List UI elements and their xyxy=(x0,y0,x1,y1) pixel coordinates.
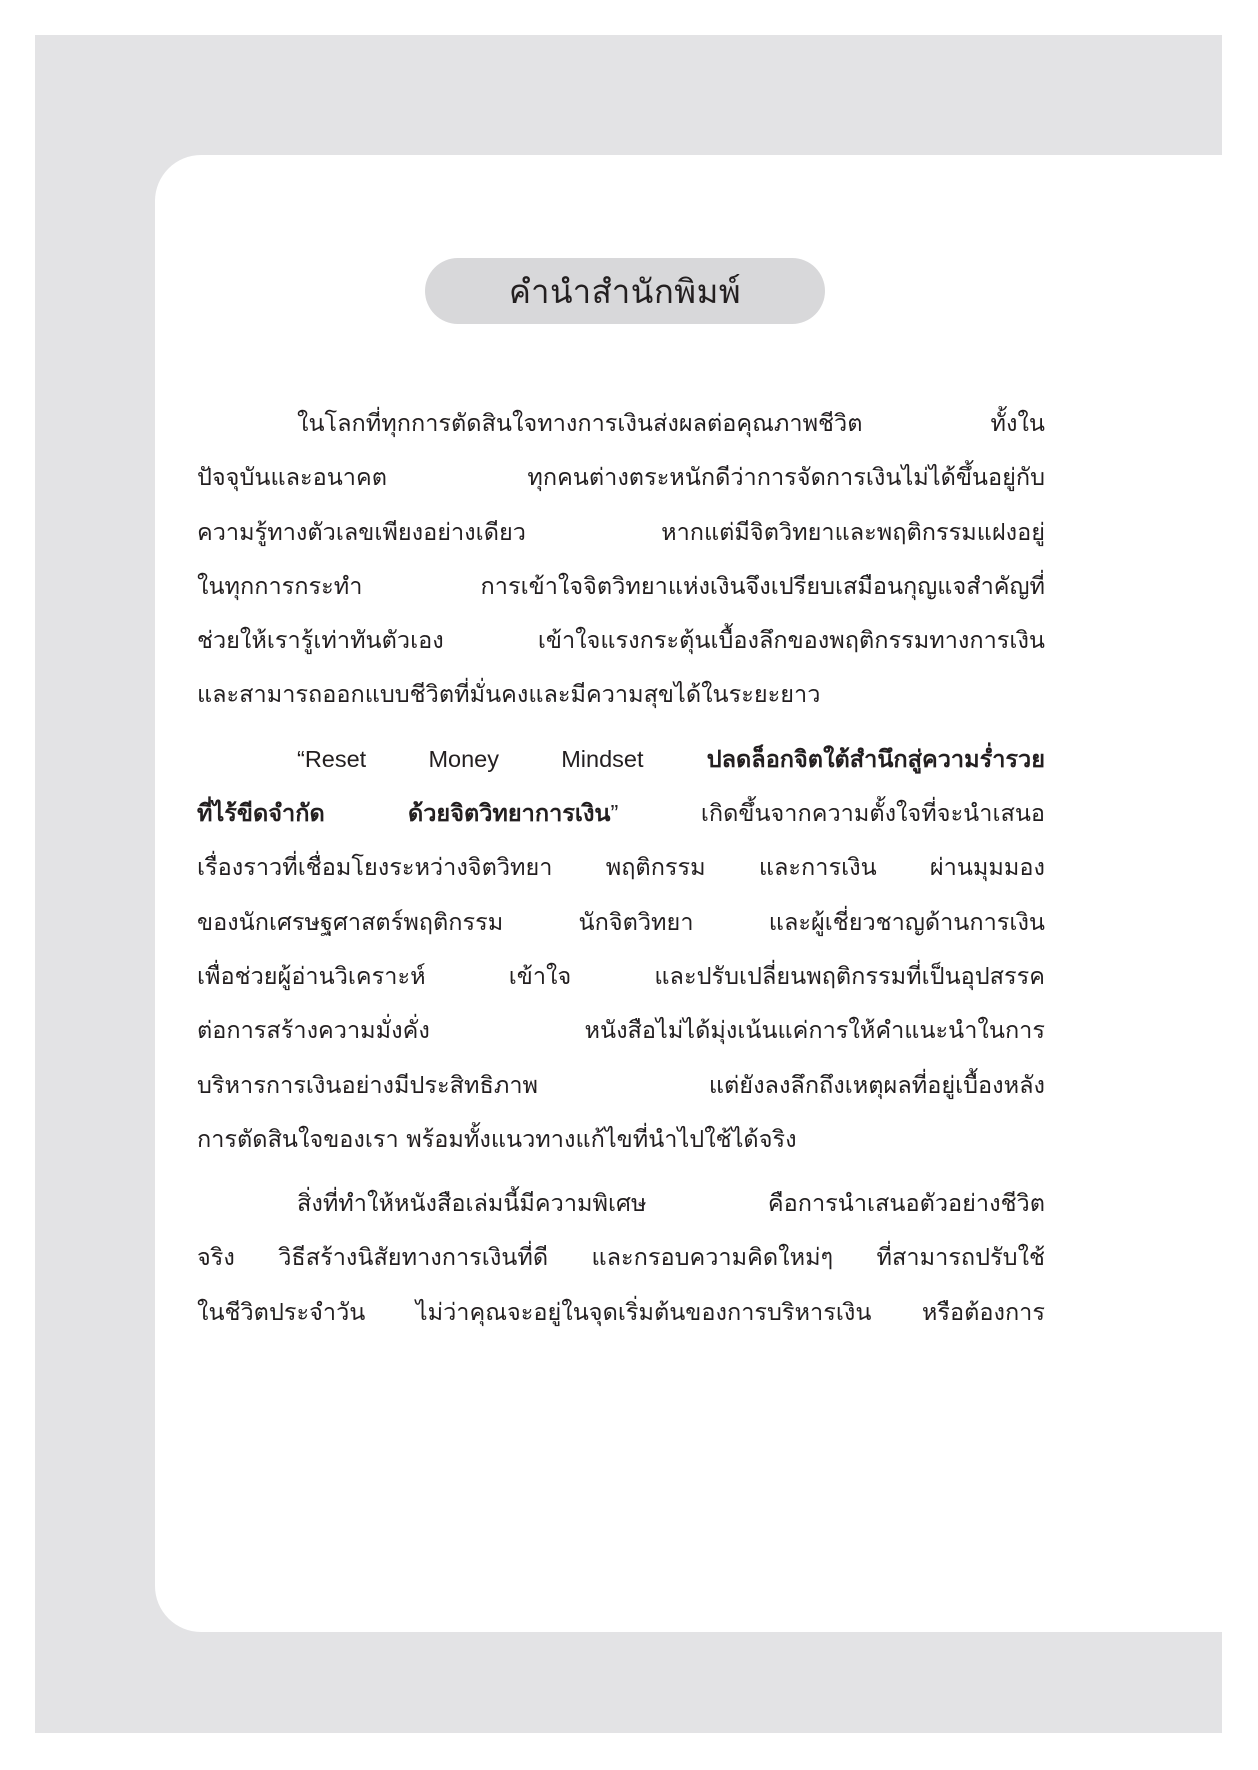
text-line: ในทุกการกระทำ การเข้าใจจิตวิทยาแห่งเงินจึงเปรียบเสมือนกุญแจสำคัญที่ xyxy=(197,571,1045,600)
text-line: ช่วยให้เรารู้เท่าทันตัวเอง เข้าใจแรงกระตุ้นเบื้องลึกของพฤติกรรมทางการเงิน xyxy=(197,626,1045,655)
text-line: การตัดสินใจของเรา พร้อมทั้งแนวทางแก้ไขที่นำไปใช้ได้จริง xyxy=(197,1124,797,1153)
text-line: บริหารการเงินอย่างมีประสิทธิภาพ แต่ยังลงลึกถึงเหตุผลที่อยู่เบื้องหลัง xyxy=(197,1070,1045,1099)
title-banner xyxy=(425,258,825,324)
text-line: และสามารถออกแบบชีวิตที่มั่นคงและมีความสุขได้ในระยะยาว xyxy=(197,680,821,709)
text-line: ความรู้ทางตัวเลขเพียงอย่างเดียว หากแต่มีจิตวิทยาและพฤติกรรมแฝงอยู่ xyxy=(197,517,1045,546)
text-run: เกิดขึ้นจากความตั้งใจที่จะนำเสนอ xyxy=(618,799,1045,828)
text-line: ในชีวิตประจำวัน ไม่ว่าคุณจะอยู่ในจุดเริ่มต้นของการบริหารเงิน หรือต้องการ xyxy=(197,1297,1045,1326)
book-title-thai-part-1: ปลดล็อกจิตใต้สำนึกสู่ความร่ำรวย xyxy=(706,744,1045,773)
book-title-thai-part-2: ที่ไร้ขีดจำกัด ด้วยจิตวิทยาการเงิน xyxy=(197,799,611,828)
book-title-english: “Reset Money Mindset xyxy=(297,745,644,772)
text-line: สิ่งที่ทำให้หนังสือเล่มนี้มีความพิเศษ คือการนำเสนอตัวอย่างชีวิต xyxy=(297,1189,1045,1218)
body-text xyxy=(197,396,1045,1349)
paragraph-2 xyxy=(197,732,1045,1166)
text-line: ปัจจุบันและอนาคต ทุกคนต่างตระหนักดีว่าการจัดการเงินไม่ได้ขึ้นอยู่กับ xyxy=(197,463,1045,492)
page-title: คำนำสำนักพิมพ์ xyxy=(508,271,742,311)
closing-quote: ” xyxy=(610,800,619,827)
text-line: ต่อการสร้างความมั่งคั่ง หนังสือไม่ได้มุ่งเน้นแค่การให้คำแนะนำในการ xyxy=(197,1016,1045,1045)
text-line: ในโลกที่ทุกการตัดสินใจทางการเงินส่งผลต่อคุณภาพชีวิต ทั้งใน xyxy=(297,409,1045,437)
text-line xyxy=(197,732,1045,786)
text-line: เพื่อช่วยผู้อ่านวิเคราะห์ เข้าใจ และปรับเปลี่ยนพฤติกรรมที่เป็นอุปสรรค xyxy=(197,961,1045,990)
paragraph-3 xyxy=(197,1176,1045,1339)
text-line: เรื่องราวที่เชื่อมโยงระหว่างจิตวิทยา พฤติกรรม และการเงิน ผ่านมุมมอง xyxy=(197,853,1045,882)
text-line xyxy=(197,786,1045,840)
text-line: จริง วิธีสร้างนิสัยทางการเงินที่ดี และกรอบความคิดใหม่ๆ ที่สามารถปรับใช้ xyxy=(197,1243,1045,1272)
text-line: ของนักเศรษฐศาสตร์พฤติกรรม นักจิตวิทยา และผู้เชี่ยวชาญด้านการเงิน xyxy=(197,907,1045,936)
paragraph-1 xyxy=(197,396,1045,722)
